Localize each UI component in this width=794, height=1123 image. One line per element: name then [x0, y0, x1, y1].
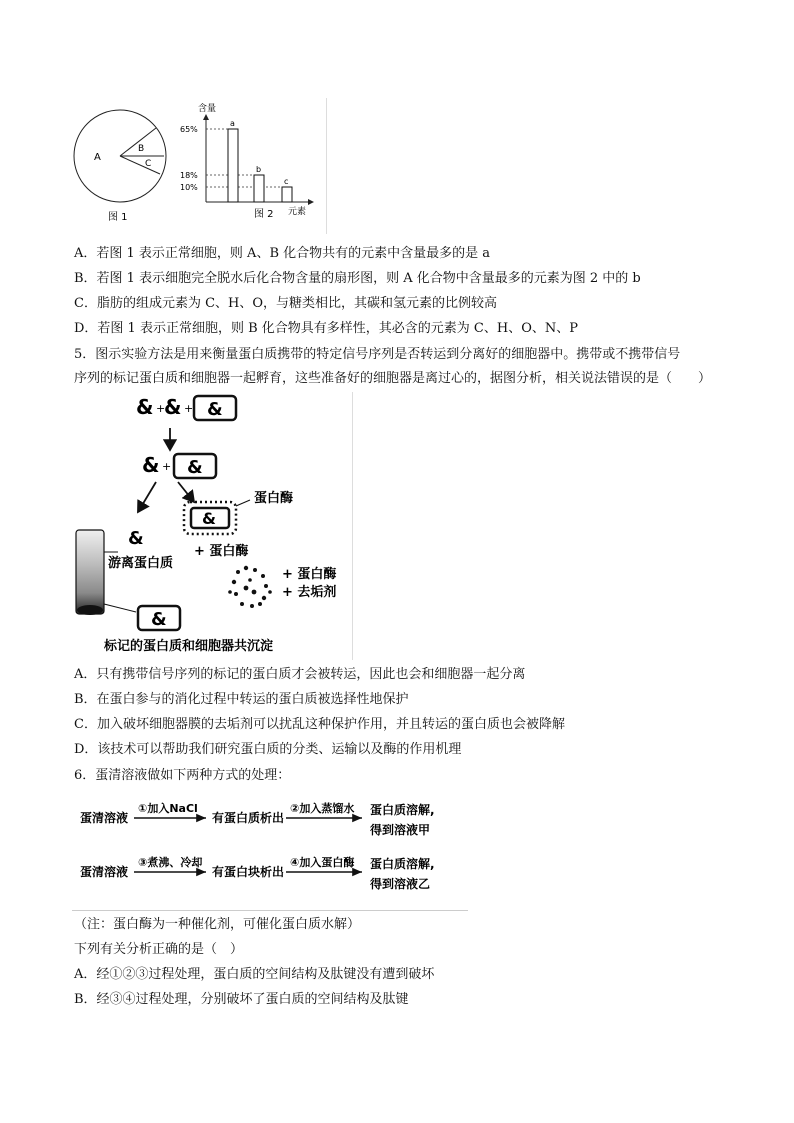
q6-question: 下列有关分析正确的是（ ）: [74, 942, 244, 957]
plus-sign-3: +: [162, 460, 172, 473]
y-tick-18: 18%: [180, 171, 198, 180]
row1-mid: 有蛋白质析出: [212, 811, 285, 825]
y-tick-10: 10%: [180, 183, 198, 192]
x-axis-arrow: [308, 199, 314, 205]
figure2-caption: 图 2: [254, 209, 274, 220]
q6-option-b: B．经③④过程处理，分别破坏了蛋白质的空间结构及肽键: [74, 992, 409, 1007]
bar-label-b: b: [256, 165, 262, 174]
row2-start: 蛋清溶液: [80, 865, 129, 879]
q6-option-a: A．经①②③过程处理，蛋白质的空间结构及肽键没有遭到破坏: [74, 967, 435, 982]
element-content-figure-3: [72, 794, 468, 910]
row2-mid: 有蛋白块析出: [212, 865, 285, 879]
row1-end1: 蛋白质溶解,: [370, 803, 435, 817]
pie-label-c: C: [145, 159, 152, 169]
y-axis-label: 含量: [198, 104, 217, 114]
q4-option-a: A．若图 1 表示正常细胞，则 A、B 化合物共有的元素中含量最多的是 a: [74, 246, 491, 261]
row1-step1: ①加入NaCl: [138, 802, 198, 815]
y-axis-arrow: [203, 114, 209, 120]
q4-option-b: B．若图 1 表示细胞完全脱水后化合物含量的扇形图，则 A 化合物中含量最多的元素为图 2 中的 b: [74, 271, 641, 286]
figure1-caption: 图 1: [108, 212, 128, 223]
symbol-protein-3: &: [207, 399, 223, 420]
row1-start: 蛋清溶液: [80, 811, 129, 825]
q5-option-d: D．该技术可以帮助我们研究蛋白质的分类、运输以及酶的作用机理: [74, 742, 462, 757]
q4-option-c: C．脂肪的组成元素为 C、H、O，与糖类相比，其碳和氢元素的比例较高: [74, 296, 498, 311]
tube-pellet: [77, 605, 103, 615]
symbol-protein-2: &: [164, 395, 182, 419]
x-axis-label: 元素: [288, 207, 307, 217]
row2-end2: 得到溶液乙: [370, 877, 431, 891]
pie-label-b: B: [138, 144, 145, 154]
row1-end2: 得到溶液甲: [370, 823, 431, 837]
row2-step2: ④加入蛋白酶: [290, 856, 355, 869]
chart-bars: [228, 119, 292, 202]
symbol-protein-7: &: [151, 609, 167, 630]
pellet-pointer: [104, 604, 136, 612]
row1-step2: ②加入蒸馏水: [290, 802, 355, 815]
symbol-protein-4: &: [142, 453, 160, 477]
figure2-caption: 标记的蛋白质和细胞器共沉淀: [104, 639, 274, 654]
q5-option-a: A．只有携带信号序列的标记的蛋白质才会被转运，因此也会和细胞器一起分离: [74, 667, 526, 682]
bar-c: [282, 187, 292, 202]
q6-note: （注：蛋白酶为一种催化剂，可催化蛋白质水解）: [74, 917, 361, 932]
symbol-free-protein: &: [128, 528, 144, 549]
element-content-figure-2: [70, 392, 352, 660]
symbol-protein-5: &: [187, 457, 203, 478]
row2-end1: 蛋白质溶解,: [370, 857, 435, 871]
plus-sign-2: +: [184, 402, 194, 415]
y-tick-65: 65%: [180, 125, 198, 134]
bar-label-c: c: [284, 177, 289, 186]
element-content-figure: [70, 98, 326, 234]
q5-option-b: B．在蛋白参与的消化过程中转运的蛋白质被选择性地保护: [74, 692, 409, 707]
dispersed-membrane-dots: [228, 566, 272, 608]
label-plus-enzyme: + 蛋白酶: [194, 544, 249, 559]
symbol-protein-1: &: [136, 395, 154, 419]
bar-label-a: a: [230, 119, 235, 128]
figure-element-content-2: [70, 392, 353, 660]
bar-a: [228, 129, 238, 202]
test-tube: [76, 530, 104, 614]
label-enzyme: 蛋白酶: [254, 491, 294, 506]
arrow-branch-right: [178, 482, 194, 502]
label-free-protein: 游离蛋白质: [108, 556, 174, 571]
figure-element-content-3: [72, 794, 468, 911]
arrow-branch-left: [138, 482, 156, 512]
enzyme-pointer: [236, 500, 250, 506]
row2-step1: ③煮沸、冷却: [138, 856, 203, 869]
q4-option-d: D．若图 1 表示正常细胞，则 B 化合物具有多样性，其必含的元素为 C、H、O、N、P: [74, 321, 578, 336]
figure-element-content: [70, 98, 327, 234]
q5-stem-line-1: 5．图示实验方法是用来衡量蛋白质携带的特定信号序列是否转运到分离好的细胞器中。携带或不携带信号: [74, 347, 681, 362]
pie-label-a: A: [94, 152, 101, 163]
q6-stem: 6．蛋清溶液做如下两种方式的处理：: [74, 768, 291, 783]
q5-option-c: C．加入破坏细胞器膜的去垢剂可以扰乱这种保护作用，并且转运的蛋白质也会被降解: [74, 717, 565, 732]
plus-sign-1: +: [156, 402, 166, 415]
q5-stem-line-2: 序列的标记蛋白质和细胞器一起孵育，这些准备好的细胞器是离过心的，据图分析，相关说法错误的是（ ）: [74, 371, 712, 386]
symbol-protein-6: &: [202, 509, 216, 528]
label-plus-enzyme-2: + 蛋白酶: [282, 567, 337, 582]
label-plus-detergent: + 去垢剂: [282, 585, 337, 600]
bar-b: [254, 175, 264, 202]
